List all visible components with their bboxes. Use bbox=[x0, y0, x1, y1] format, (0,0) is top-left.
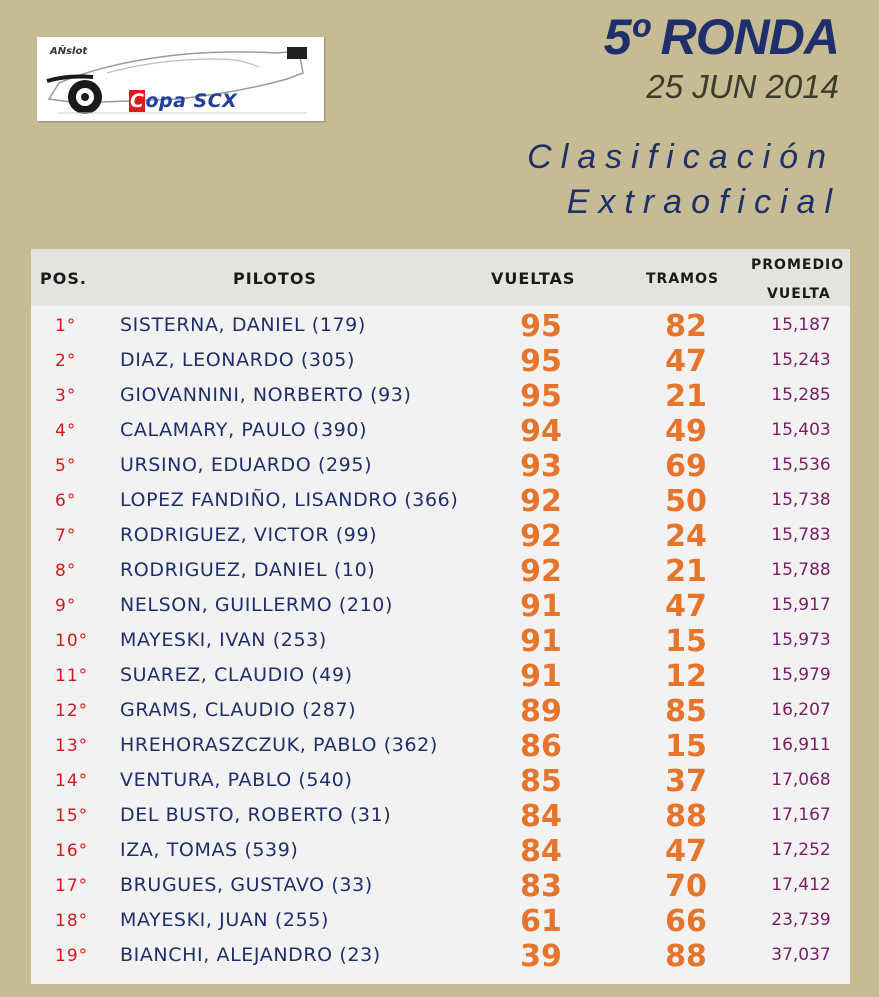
row-pilot-name: IZA, TOMAS (539) bbox=[120, 839, 299, 861]
row-tramos: 88 bbox=[665, 799, 707, 834]
row-vueltas: 85 bbox=[520, 764, 562, 799]
row-position: 12° bbox=[55, 701, 89, 721]
table-row bbox=[31, 308, 850, 343]
table-row bbox=[31, 623, 850, 658]
row-pilot-name: BRUGUES, GUSTAVO (33) bbox=[120, 874, 373, 896]
row-pilot-name: DIAZ, LEONARDO (305) bbox=[120, 349, 355, 371]
table-row bbox=[31, 588, 850, 623]
row-promedio: 17,252 bbox=[771, 840, 831, 860]
row-position: 16° bbox=[55, 841, 89, 861]
row-pilot-name: DEL BUSTO, ROBERTO (31) bbox=[120, 804, 392, 826]
row-position: 8° bbox=[55, 561, 77, 581]
row-vueltas: 61 bbox=[520, 904, 562, 939]
col-header-pilotos: PILOTOS bbox=[233, 269, 317, 288]
table-row bbox=[31, 903, 850, 938]
row-vueltas: 84 bbox=[520, 799, 562, 834]
table-row bbox=[31, 518, 850, 553]
table-row bbox=[31, 378, 850, 413]
subtitle-extraoficial: Extraoficial bbox=[566, 183, 841, 221]
table-row bbox=[31, 693, 850, 728]
row-tramos: 15 bbox=[665, 624, 707, 659]
row-pilot-name: URSINO, EDUARDO (295) bbox=[120, 454, 373, 476]
row-pilot-name: MAYESKI, JUAN (255) bbox=[120, 909, 329, 931]
row-vueltas: 89 bbox=[520, 694, 562, 729]
row-tramos: 21 bbox=[665, 379, 707, 414]
row-promedio: 16,207 bbox=[771, 700, 831, 720]
row-tramos: 50 bbox=[665, 484, 707, 519]
col-header-promedio: PROMEDIO bbox=[751, 257, 845, 273]
row-pilot-name: SUAREZ, CLAUDIO (49) bbox=[120, 664, 353, 686]
row-promedio: 17,167 bbox=[771, 805, 831, 825]
logo-copa-text bbox=[129, 90, 237, 112]
row-promedio: 37,037 bbox=[771, 945, 831, 965]
row-tramos: 37 bbox=[665, 764, 707, 799]
row-pilot-name: RODRIGUEZ, DANIEL (10) bbox=[120, 559, 376, 581]
table-row bbox=[31, 448, 850, 483]
col-header-pos: POS. bbox=[40, 269, 87, 288]
row-vueltas: 95 bbox=[520, 379, 562, 414]
row-promedio: 15,979 bbox=[771, 665, 831, 685]
row-pilot-name: SISTERNA, DANIEL (179) bbox=[120, 314, 366, 336]
row-position: 1° bbox=[55, 316, 77, 336]
row-promedio: 17,412 bbox=[771, 875, 831, 895]
row-position: 3° bbox=[55, 386, 77, 406]
row-pilot-name: RODRIGUEZ, VICTOR (99) bbox=[120, 524, 378, 546]
row-tramos: 47 bbox=[665, 589, 707, 624]
row-pilot-name: HREHORASZCZUK, PABLO (362) bbox=[120, 734, 438, 756]
subtitle-clasificacion: Clasificación bbox=[527, 138, 835, 176]
table-row bbox=[31, 553, 850, 588]
row-tramos: 47 bbox=[665, 344, 707, 379]
row-promedio: 15,536 bbox=[771, 455, 831, 475]
row-position: 14° bbox=[55, 771, 89, 791]
row-position: 6° bbox=[55, 491, 77, 511]
row-pilot-name: CALAMARY, PAULO (390) bbox=[120, 419, 368, 441]
copa-scx-logo bbox=[37, 37, 324, 121]
col-header-tramos: TRAMOS bbox=[646, 271, 720, 287]
row-tramos: 47 bbox=[665, 834, 707, 869]
row-tramos: 69 bbox=[665, 449, 707, 484]
col-header-vueltas: VUELTAS bbox=[491, 269, 576, 288]
row-tramos: 88 bbox=[665, 939, 707, 974]
row-promedio: 15,285 bbox=[771, 385, 831, 405]
row-position: 11° bbox=[55, 666, 89, 686]
row-promedio: 15,243 bbox=[771, 350, 831, 370]
row-promedio: 23,739 bbox=[771, 910, 831, 930]
row-vueltas: 83 bbox=[520, 869, 562, 904]
row-vueltas: 92 bbox=[520, 554, 562, 589]
row-position: 15° bbox=[55, 806, 89, 826]
row-vueltas: 91 bbox=[520, 589, 562, 624]
row-promedio: 17,068 bbox=[771, 770, 831, 790]
row-position: 17° bbox=[55, 876, 89, 896]
table-row bbox=[31, 728, 850, 763]
row-tramos: 21 bbox=[665, 554, 707, 589]
row-pilot-name: GIOVANNINI, NORBERTO (93) bbox=[120, 384, 412, 406]
logo-copa-rest: opa SCX bbox=[145, 90, 238, 112]
row-tramos: 24 bbox=[665, 519, 707, 554]
table-row bbox=[31, 483, 850, 518]
table-row bbox=[31, 413, 850, 448]
row-promedio: 15,783 bbox=[771, 525, 831, 545]
row-vueltas: 91 bbox=[520, 659, 562, 694]
row-promedio: 15,738 bbox=[771, 490, 831, 510]
row-tramos: 85 bbox=[665, 694, 707, 729]
row-position: 9° bbox=[55, 596, 77, 616]
logo-copa-initial: C bbox=[130, 90, 145, 112]
row-vueltas: 91 bbox=[520, 624, 562, 659]
row-pilot-name: MAYESKI, IVAN (253) bbox=[120, 629, 327, 651]
row-tramos: 12 bbox=[665, 659, 707, 694]
row-vueltas: 84 bbox=[520, 834, 562, 869]
round-title: 5º RONDA bbox=[603, 9, 839, 65]
row-promedio: 16,911 bbox=[771, 735, 831, 755]
row-position: 19° bbox=[55, 946, 89, 966]
row-tramos: 82 bbox=[665, 309, 707, 344]
row-pilot-name: BIANCHI, ALEJANDRO (23) bbox=[120, 944, 381, 966]
row-pilot-name: LOPEZ FANDIÑO, LISANDRO (366) bbox=[120, 489, 459, 511]
row-position: 18° bbox=[55, 911, 89, 931]
row-position: 10° bbox=[55, 631, 89, 651]
row-position: 4° bbox=[55, 421, 77, 441]
row-pilot-name: GRAMS, CLAUDIO (287) bbox=[120, 699, 357, 721]
row-vueltas: 86 bbox=[520, 729, 562, 764]
row-vueltas: 95 bbox=[520, 344, 562, 379]
row-position: 2° bbox=[55, 351, 77, 371]
row-vueltas: 94 bbox=[520, 414, 562, 449]
row-promedio: 15,973 bbox=[771, 630, 831, 650]
logo-brand-text: AÑslot bbox=[50, 46, 88, 57]
round-date: 25 JUN 2014 bbox=[646, 68, 839, 105]
table-row bbox=[31, 798, 850, 833]
table-row bbox=[31, 938, 850, 973]
classification-table bbox=[31, 249, 850, 984]
row-vueltas: 39 bbox=[520, 939, 562, 974]
row-promedio: 15,187 bbox=[771, 315, 831, 335]
row-tramos: 70 bbox=[665, 869, 707, 904]
row-promedio: 15,788 bbox=[771, 560, 831, 580]
table-row bbox=[31, 868, 850, 903]
row-tramos: 15 bbox=[665, 729, 707, 764]
row-tramos: 66 bbox=[665, 904, 707, 939]
row-position: 13° bbox=[55, 736, 89, 756]
row-vueltas: 92 bbox=[520, 484, 562, 519]
row-pilot-name: NELSON, GUILLERMO (210) bbox=[120, 594, 393, 616]
row-promedio: 15,403 bbox=[771, 420, 831, 440]
row-position: 5° bbox=[55, 456, 77, 476]
row-pilot-name: VENTURA, PABLO (540) bbox=[120, 769, 353, 791]
table-header bbox=[31, 249, 850, 306]
row-vueltas: 93 bbox=[520, 449, 562, 484]
row-tramos: 49 bbox=[665, 414, 707, 449]
table-row bbox=[31, 658, 850, 693]
row-vueltas: 95 bbox=[520, 309, 562, 344]
table-row bbox=[31, 833, 850, 868]
table-row bbox=[31, 763, 850, 798]
row-position: 7° bbox=[55, 526, 77, 546]
table-row bbox=[31, 343, 850, 378]
row-vueltas: 92 bbox=[520, 519, 562, 554]
row-promedio: 15,917 bbox=[771, 595, 831, 615]
col-header-vuelta: VUELTA bbox=[767, 286, 831, 302]
